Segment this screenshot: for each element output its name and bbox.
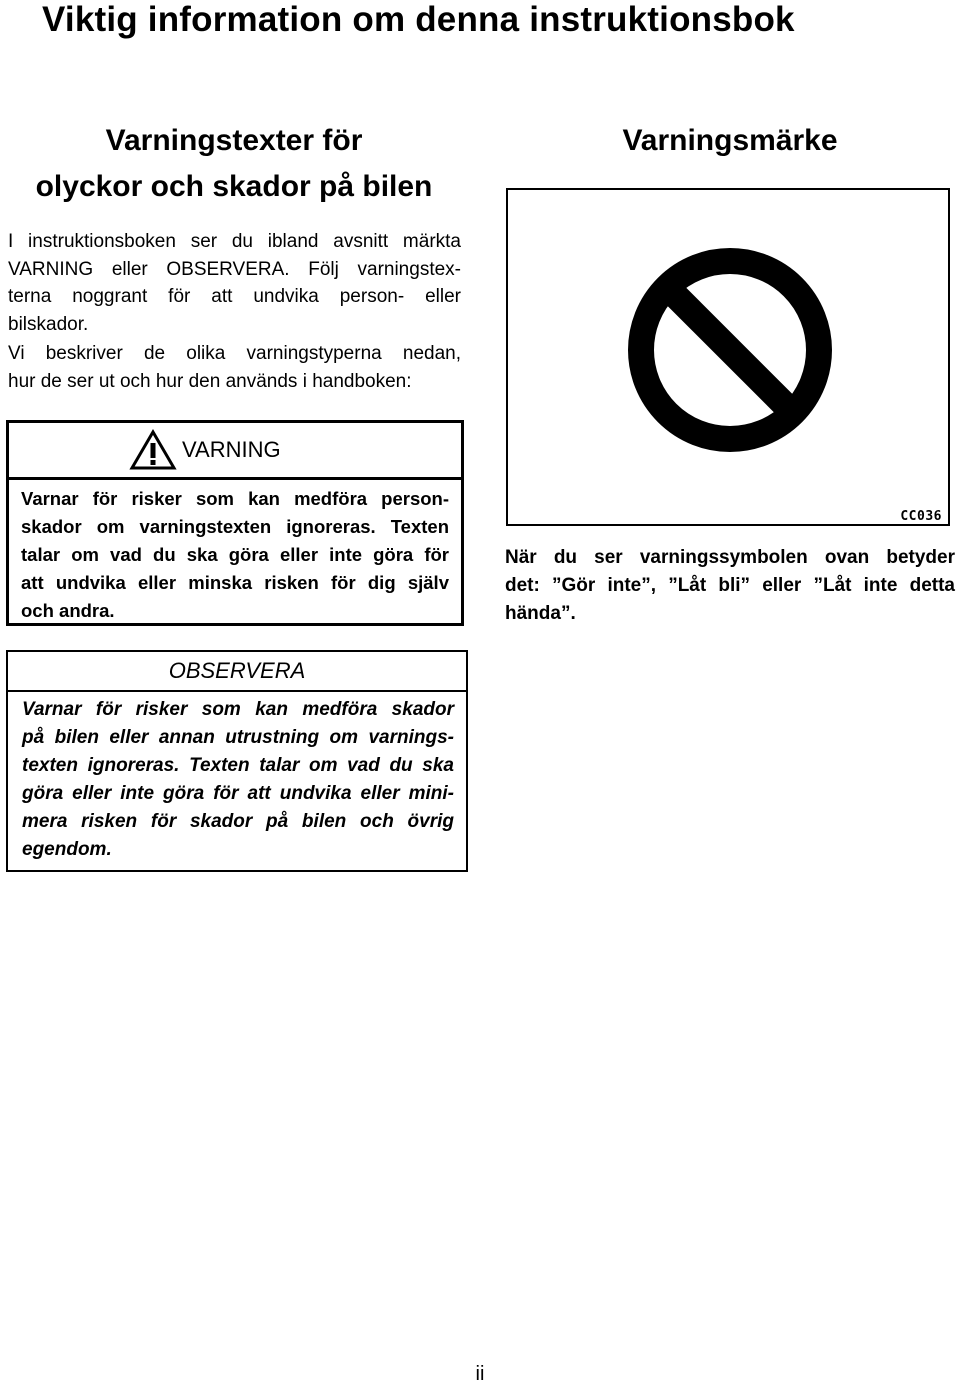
caption-line: det: ”Gör inte”, ”Låt bli” eller ”Låt inte detta — [505, 575, 955, 596]
caption-line: hända”. — [505, 603, 576, 624]
note-body-line: mera risken för skador på bilen och övrig — [22, 811, 454, 832]
note-body-line: Varnar för risker som kan medföra skador — [22, 699, 454, 720]
note-label: OBSERVERA — [168, 658, 306, 683]
right-section-heading: Varningsmärke — [622, 124, 838, 157]
warning-body-line: skador om varningstexten ignoreras. Texten — [21, 516, 449, 537]
left-heading-line-2: olyckor och skador på bilen — [35, 170, 433, 203]
note-body-line: texten ignoreras. Texten talar om vad du ska — [22, 755, 454, 776]
warning-body — [21, 485, 449, 625]
warning-triangle-icon — [129, 429, 177, 471]
note-body — [22, 696, 454, 864]
intro-line: VARNING eller OBSERVERA. Följ varningstex- — [8, 258, 461, 280]
note-body-line: på bilen eller annan utrustning om varnings- — [22, 727, 454, 748]
note-body-line: göra eller inte göra för att undvika eller mini- — [22, 783, 454, 804]
intro-line: bilskador. — [8, 313, 89, 335]
warning-body-line: att undvika eller minska risken för dig själv — [21, 572, 449, 593]
symbol-frame — [506, 188, 950, 526]
warning-body-line: Varnar för risker som kan medföra person- — [21, 488, 449, 509]
left-section-heading — [0, 118, 468, 210]
warning-body-line: talar om vad du ska göra eller inte göra för — [21, 544, 449, 565]
intro-line: hur de ser ut och hur den används i handboken: — [8, 370, 412, 392]
prohibition-icon — [628, 248, 832, 452]
warning-box — [6, 420, 464, 626]
note-box — [6, 650, 468, 872]
page-number: ii — [475, 1363, 485, 1385]
caption-line: När du ser varningssymbolen ovan betyder — [505, 547, 955, 568]
note-header — [8, 652, 466, 692]
symbol-caption — [505, 544, 955, 628]
intro-line: Vi beskriver de olika varningstyperna nedan, — [8, 343, 461, 364]
warning-label: VARNING — [182, 437, 281, 462]
warning-header — [9, 423, 461, 480]
intro-line: terna noggrant för att undvika person- eller — [8, 286, 461, 307]
note-body-line: egendom. — [22, 839, 112, 860]
warning-body-line: och andra. — [21, 600, 115, 621]
page-title: Viktig information om denna instruktionsbok — [42, 0, 795, 39]
intro-line: I instruktionsboken ser du ibland avsnitt märkta — [8, 231, 461, 252]
figure-code: CC036 — [900, 509, 942, 524]
left-heading-line-1: Varningstexter för — [105, 124, 363, 157]
